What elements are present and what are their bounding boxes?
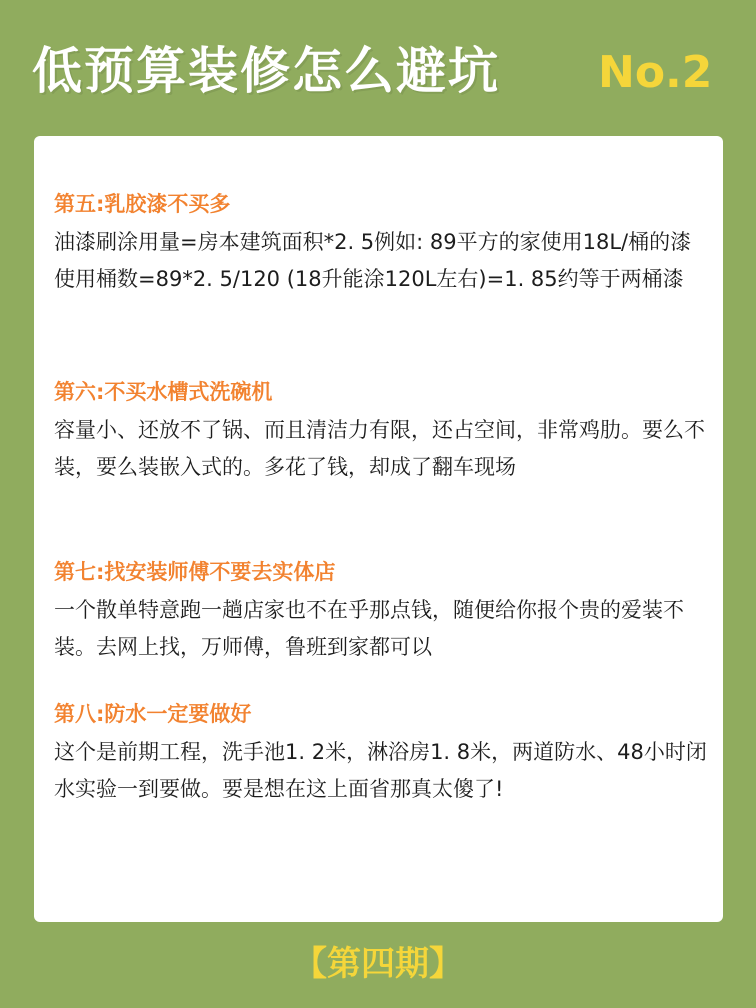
issue-tag: 【第四期】 xyxy=(293,944,463,984)
section-body xyxy=(54,734,709,808)
section-installer xyxy=(54,558,709,666)
section-text: 油漆刷涂用量=房本建筑面积*2. 5例如: 89平方的家使用18L/桶的漆 xyxy=(54,230,692,254)
section-heading: 第五:乳胶漆不买多 xyxy=(54,192,231,216)
section-dishwasher xyxy=(54,378,709,486)
issue-number: No.2 xyxy=(598,47,713,98)
section-heading: 第八:防水一定要做好 xyxy=(54,702,252,726)
section-body xyxy=(54,224,709,298)
section-paint xyxy=(54,190,709,298)
page-title: 低预算装修怎么避坑 xyxy=(32,42,500,100)
content-card xyxy=(34,136,723,922)
section-text: 这个是前期工程，洗手池1. 2米，淋浴房1. 8米，两道防水、48小时闭水实验一到要做。要是想在这上面省那真太傻了! xyxy=(54,740,707,801)
section-body xyxy=(54,412,709,486)
section-heading: 第六:不买水槽式洗碗机 xyxy=(54,380,273,404)
section-waterproof xyxy=(54,700,709,808)
section-text: 使用桶数=89*2. 5/120 (18升能涂120L左右)=1. 85约等于两桶漆 xyxy=(54,267,684,291)
section-body xyxy=(54,592,709,666)
section-text: 容量小、还放不了锅、而且清洁力有限，还占空间，非常鸡肋。要么不装，要么装嵌入式的。多花了钱，却成了翻车现场 xyxy=(54,418,705,479)
section-heading: 第七:找安装师傅不要去实体店 xyxy=(54,560,336,584)
section-text: 一个散单特意跑一趟店家也不在乎那点钱，随便给你报个贵的爱装不装。去网上找，万师傅，鲁班到家都可以 xyxy=(54,598,684,659)
